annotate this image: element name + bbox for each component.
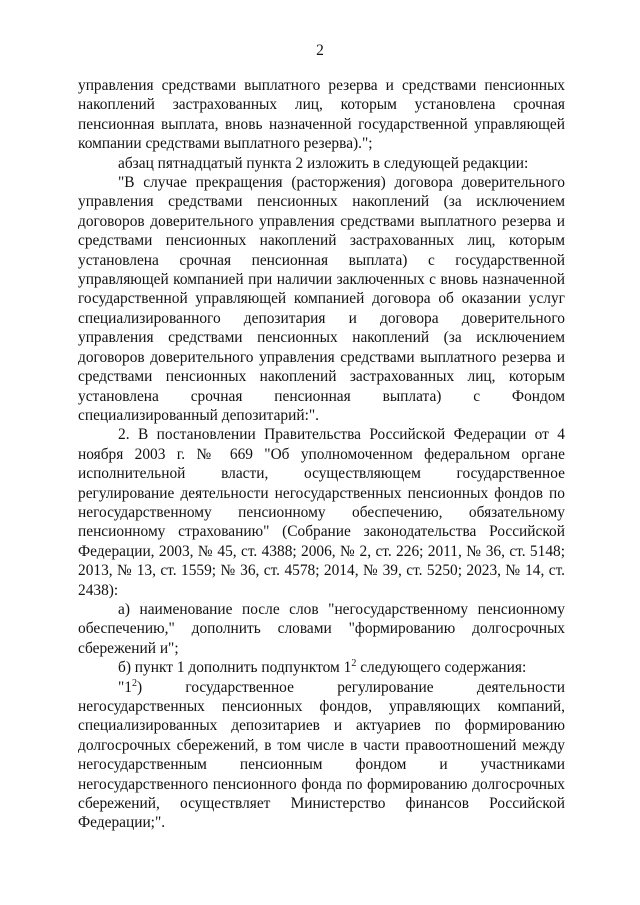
- paragraph-amendment-intro: абзац пятнадцатый пункта 2 изложить в следующей редакции:: [118, 154, 529, 172]
- document-body: [78, 76, 565, 833]
- paragraph-quoted-text: "В случае прекращения (расторжения) договора доверительного управления средствами пенсионных накоплений (за исключением договоров доверительного управления средствами выплатного резерва и средствами пенсионных накоплений застрахованных лиц, которым установлена срочная пенсионная выплата) с государственной управляющей компанией при наличии заключенных с вновь назначенной государственной управляющей компанией договора об оказании услуг специализированного депозитария и договора доверительного управления средствами пенсионных накоплений (за исключением договоров доверительного управления средствами выплатного резерва и средствами пенсионных накоплений застрахованных лиц, которым установлена срочная пенсионная выплата) с Фондом специализированный депозитарий:".: [78, 174, 565, 424]
- paragraph-subitem-b: [78, 658, 565, 677]
- subitem-b-text: б) пункт 1 дополнить подпунктом 1: [118, 659, 352, 677]
- paragraph-item-2: 2. В постановлении Правительства Российской Федерации от 4 ноября 2003 г. № 669 "Об уполномоченном федеральном органе исполнительной власти, осуществляющем государственное регулирование деятельности негосударственных пенсионных фондов по негосударственному пенсионному обеспечению, обязательному пенсионному страхованию" (Собрание законодательства Российской Федерации, 2003, № 45, ст. 4388; 2006, № 2, ст. 226; 2011, № 36, ст. 5148; 2013, № 13, ст. 1559; № 36, ст. 4578; 2014, № 39, ст. 5250; 2023, № 14, ст. 2438):: [78, 426, 565, 599]
- subitem-b-text-end: следующего содержания:: [356, 659, 527, 677]
- paragraph-continuation: управления средствами выплатного резерва и средствами пенсионных накоплений застрахованных лиц, которым установлена срочная пенсионная выплата, вновь назначенной государственной управляющей компании средствами выплатного резерва).";: [78, 77, 565, 153]
- page-number: 2: [316, 42, 324, 59]
- paragraph-new-subpoint: [78, 678, 565, 833]
- superscript: 2: [351, 658, 357, 670]
- new-subpoint-text: ) государственное регулирование деятельности негосударственных пенсионных фондов, управляющих компаний, специализированных депозитариев и актуариев по формированию долгосрочных сбережений, в том числе в части правоотношений между негосударственным пенсионным фондом и участниками негосударственного пенсионного фонда по формированию долгосрочных сбережений, осуществляет Министерство финансов Российской Федерации;".: [78, 678, 565, 832]
- superscript: 2: [131, 677, 137, 689]
- new-subpoint-number: "1: [118, 678, 132, 696]
- paragraph-subitem-a: а) наименование после слов "негосударственному пенсионному обеспечению," дополнить словами "формированию долгосрочных сбережений и";: [78, 600, 565, 657]
